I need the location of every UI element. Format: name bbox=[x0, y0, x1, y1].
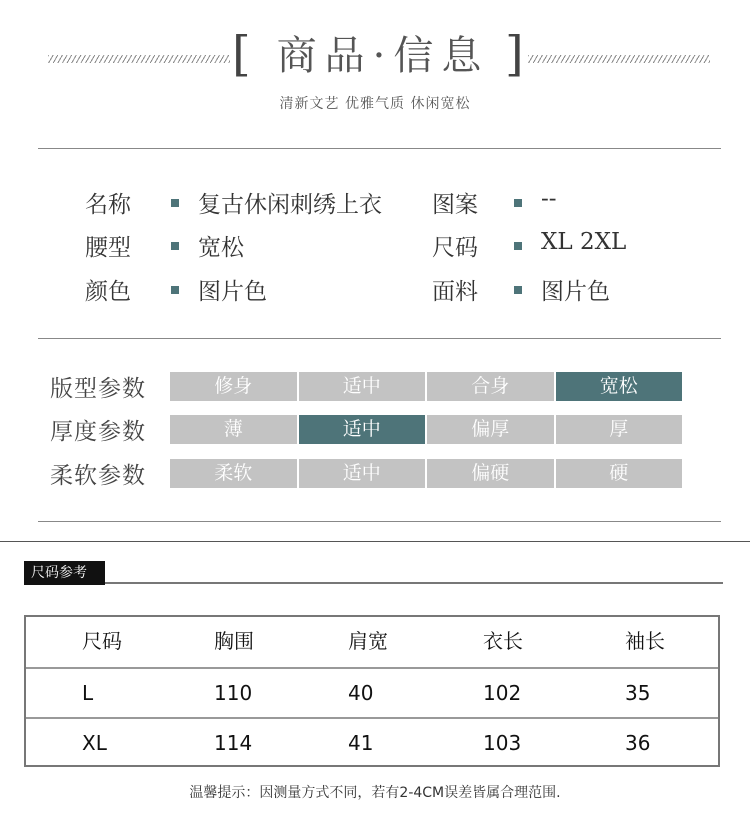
table-cell: 114 bbox=[214, 731, 253, 755]
divider bbox=[38, 148, 721, 149]
info-label: 图案 bbox=[432, 192, 478, 218]
info-label: 面料 bbox=[432, 279, 478, 305]
param-option: 适中 bbox=[299, 372, 426, 401]
bullet-square-icon bbox=[514, 286, 522, 294]
param-options bbox=[170, 459, 682, 488]
info-value: 宽松 bbox=[198, 235, 244, 261]
param-option: 偏厚 bbox=[427, 415, 554, 444]
page-subtitle: 清新文艺 优雅气质 休闲宽松 bbox=[279, 96, 471, 112]
table-cell: 36 bbox=[625, 731, 651, 755]
table-cell: XL bbox=[82, 731, 107, 755]
header-hatch-left bbox=[48, 55, 230, 63]
table-header-cell: 尺码 bbox=[82, 629, 122, 653]
param-label: 柔软参数 bbox=[50, 463, 146, 489]
param-option: 宽松 bbox=[556, 372, 683, 401]
param-options bbox=[170, 415, 682, 444]
bullet-square-icon bbox=[171, 242, 179, 250]
table-cell: 103 bbox=[483, 731, 522, 755]
section-divider bbox=[0, 541, 750, 542]
info-row bbox=[0, 229, 750, 263]
bullet-square-icon bbox=[514, 242, 522, 250]
bullet-square-icon bbox=[514, 199, 522, 207]
size-table bbox=[24, 615, 720, 767]
info-value: 图片色 bbox=[541, 279, 610, 305]
info-row bbox=[0, 186, 750, 220]
page-title: 商品·信息 bbox=[276, 33, 490, 79]
table-cell: 35 bbox=[625, 681, 651, 705]
table-cell: 102 bbox=[483, 681, 522, 705]
bullet-square-icon bbox=[171, 286, 179, 294]
table-header-cell: 胸围 bbox=[214, 629, 254, 653]
size-section-tag: 尺码参考 bbox=[24, 561, 105, 585]
param-row-thickness bbox=[0, 415, 750, 445]
table-cell: 40 bbox=[348, 681, 374, 705]
param-row-softness bbox=[0, 459, 750, 489]
param-option: 合身 bbox=[427, 372, 554, 401]
info-label: 尺码 bbox=[432, 235, 478, 261]
table-cell: 110 bbox=[214, 681, 253, 705]
param-label: 厚度参数 bbox=[50, 419, 146, 445]
param-label: 版型参数 bbox=[50, 376, 146, 402]
param-option: 薄 bbox=[170, 415, 297, 444]
param-row-fit bbox=[0, 372, 750, 402]
divider bbox=[38, 521, 721, 522]
size-section-underline bbox=[105, 582, 723, 584]
info-label: 名称 bbox=[85, 192, 131, 218]
measurement-note: 温馨提示：因测量方式不同，若有2-4CM误差皆属合理范围. bbox=[189, 785, 561, 801]
param-option: 修身 bbox=[170, 372, 297, 401]
table-row bbox=[26, 717, 718, 767]
param-option: 厚 bbox=[556, 415, 683, 444]
table-row bbox=[26, 667, 718, 717]
table-cell: 41 bbox=[348, 731, 374, 755]
header-bracket-left: [ bbox=[232, 26, 251, 82]
info-value: -- bbox=[541, 186, 557, 212]
info-value: 复古休闲刺绣上衣 bbox=[198, 192, 382, 218]
header-hatch-right bbox=[528, 55, 710, 63]
bullet-square-icon bbox=[171, 199, 179, 207]
info-label: 颜色 bbox=[85, 279, 131, 305]
info-row bbox=[0, 273, 750, 307]
param-option: 适中 bbox=[299, 415, 426, 444]
param-option: 偏硬 bbox=[427, 459, 554, 488]
table-header-cell: 肩宽 bbox=[348, 629, 388, 653]
param-option: 硬 bbox=[556, 459, 683, 488]
table-header-row bbox=[26, 617, 718, 667]
divider bbox=[38, 338, 721, 339]
param-option: 适中 bbox=[299, 459, 426, 488]
param-options bbox=[170, 372, 682, 401]
header-bracket-right: ] bbox=[505, 26, 524, 82]
table-header-cell: 衣长 bbox=[483, 629, 523, 653]
table-cell: L bbox=[82, 681, 94, 705]
table-header-cell: 袖长 bbox=[625, 629, 665, 653]
info-value: 图片色 bbox=[198, 279, 267, 305]
info-label: 腰型 bbox=[85, 235, 131, 261]
info-value: XL 2XL bbox=[541, 229, 627, 255]
param-option: 柔软 bbox=[170, 459, 297, 488]
